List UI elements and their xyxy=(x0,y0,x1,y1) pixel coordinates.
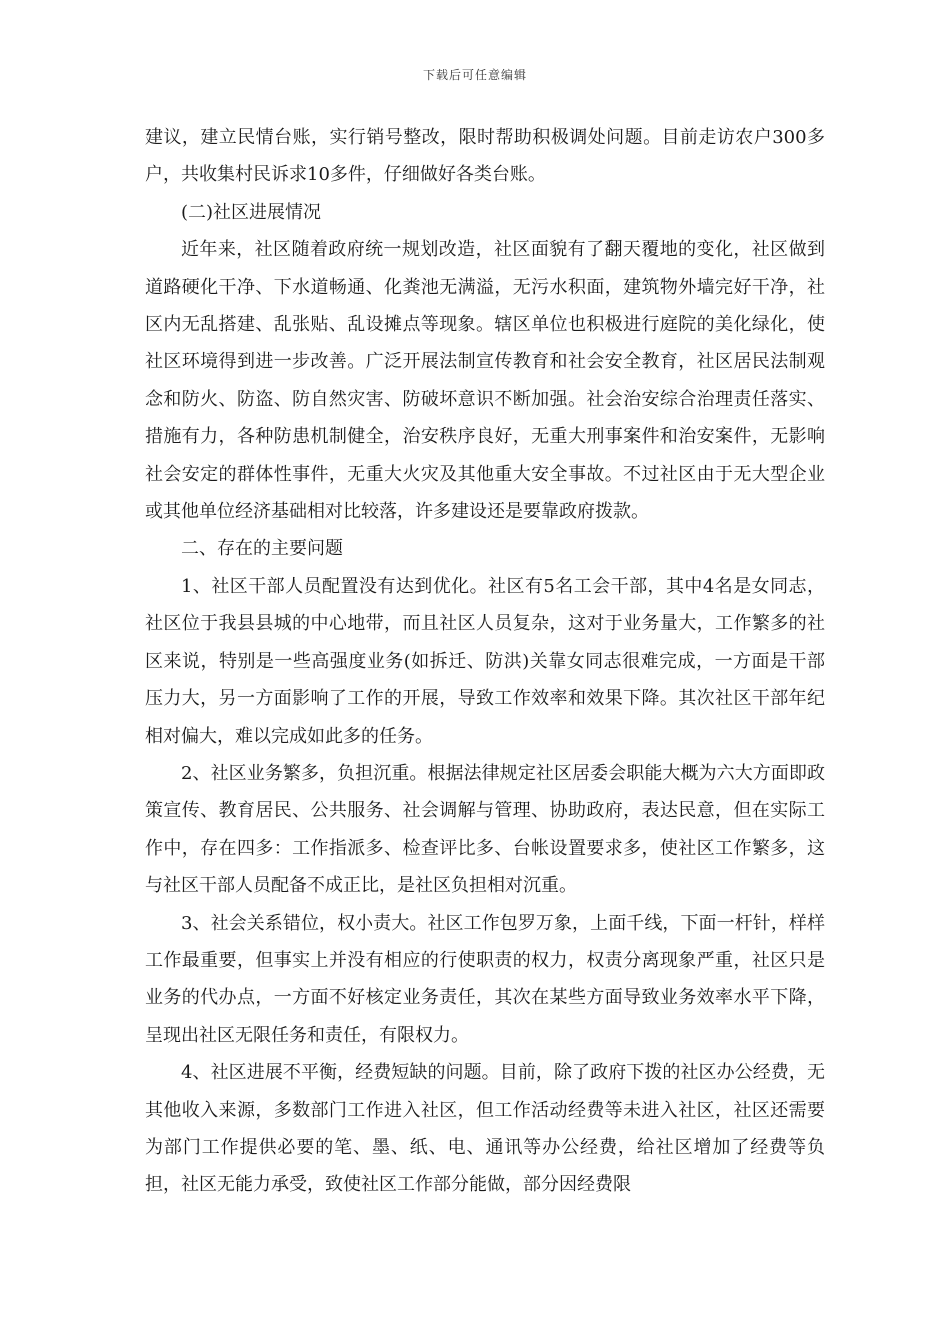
section-heading: (二)社区进展情况 xyxy=(181,201,322,223)
page-header-note: 下载后可任意编辑 xyxy=(422,68,527,82)
paragraph: 3、社会关系错位，权小责大。社区工作包罗万象，上面千线，下面一杆针，样样工作最重要，但事实上并没有相应的行使职责的权力，权责分离现象严重，社区只是业务的代办点，一方面不好核定业务责任，其次在某些方面导致业务效率水平下降，呈现出社区无限任务和责任，有限权力。 xyxy=(145,912,825,1046)
document-body xyxy=(145,119,825,1204)
paragraph: 近年来，社区随着政府统一规划改造，社区面貌有了翻天覆地的变化，社区做到道路硬化干净、下水道畅通、化粪池无满溢，无污水积面，建筑物外墙完好干净，社区内无乱搭建、乱张贴、乱设摊点等现象。辖区单位也积极进行庭院的美化绿化，使社区环境得到进一步改善。广泛开展法制宣传教育和社会安全教育，社区居民法制观念和防火、防盗、防自然灾害、防破坏意识不断加强。社会治安综合治理责任落实、措施有力，各种防患机制健全，治安秩序良好，无重大刑事案件和治安案件，无影响社会安定的群体性事件，无重大火灾及其他重大安全事故。不过社区由于无大型企业或其他单位经济基础相对比较落，许多建设还是要靠政府拨款。 xyxy=(145,239,825,523)
paragraph: 4、社区进展不平衡，经费短缺的问题。目前，除了政府下拨的社区办公经费，无其他收入来源，多数部门工作进入社区，但工作活动经费等未进入社区，社区还需要为部门工作提供必要的笔、墨、纸、电、通讯等办公经费，给社区增加了经费等负担，社区无能力承受，致使社区工作部分能做，部分因经费限 xyxy=(145,1062,825,1196)
paragraph: 1、社区干部人员配置没有达到优化。社区有5名工会干部，其中4名是女同志，社区位于我县县城的中心地带，而且社区人员复杂，这对于业务量大，工作繁多的社区来说，特别是一些高强度业务(如拆迁、防洪)关靠女同志很难完成，一方面是干部压力大，另一方面影响了工作的开展，导致工作效率和效果下降。其次社区干部年纪相对偏大，难以完成如此多的任务。 xyxy=(145,575,825,747)
paragraph: 2、社区业务繁多，负担沉重。根据法律规定社区居委会职能大概为六大方面即政策宣传、教育居民、公共服务、社会调解与管理、协助政府，表达民意，但在实际工作中，存在四多：工作指派多、检查评比多、台帐设置要求多，使社区工作繁多，这与社区干部人员配备不成正比，是社区负担相对沉重。 xyxy=(145,762,825,897)
section-heading: 二、存在的主要问题 xyxy=(181,538,343,560)
paragraph: 建议，建立民情台账，实行销号整改，限时帮助积极调处问题。目前走访农户300多户，共收集村民诉求10多件，仔细做好各类台账。 xyxy=(145,127,825,186)
